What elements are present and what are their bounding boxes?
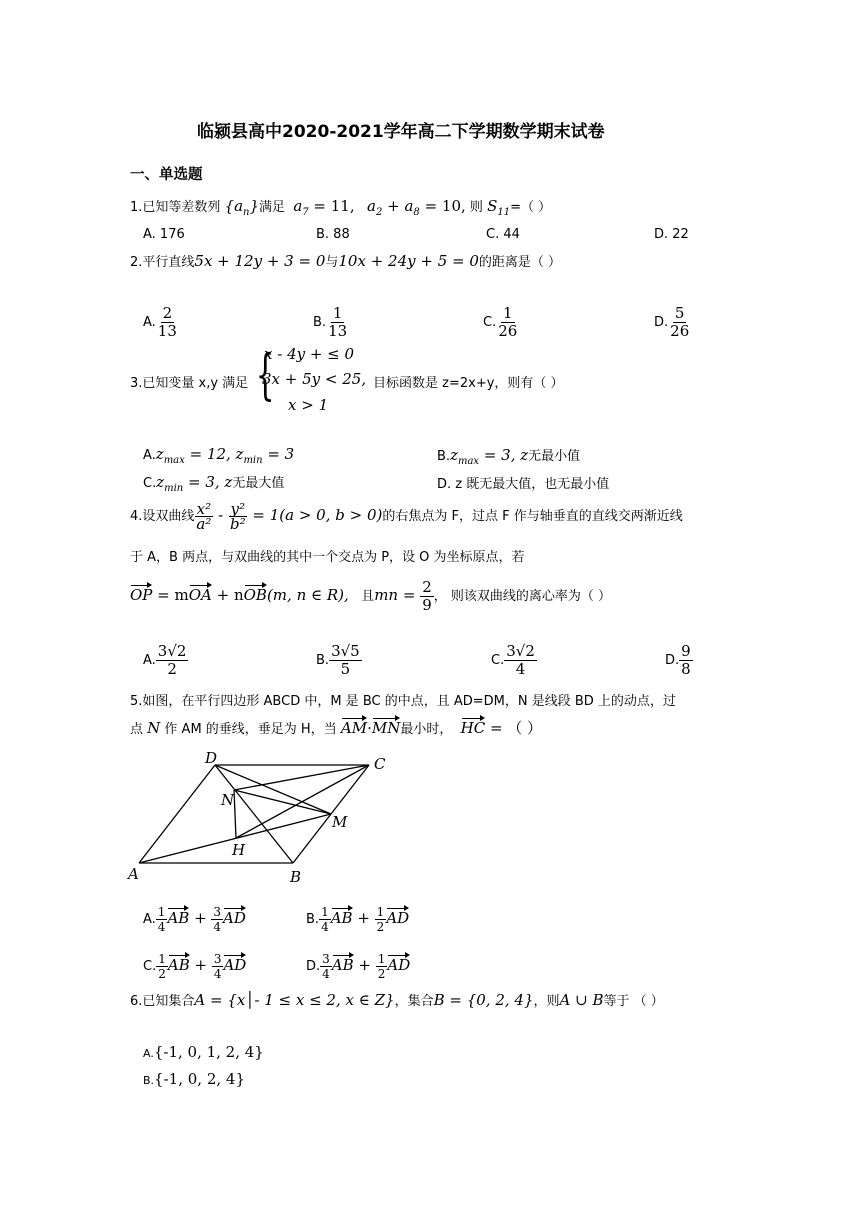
q6-union: A ∪ B	[559, 991, 604, 1009]
q1-cond-word: 满足	[259, 200, 286, 215]
q3-option-d[interactable]: D. z 既无最大值，也无最小值	[437, 477, 610, 492]
vector-ob: OB	[243, 586, 267, 604]
q3-option-b[interactable]: $B.z_{max} = 3$, z无最小值	[437, 446, 581, 467]
q2-line-2: 10x + 24y + 5 = 0	[338, 252, 479, 270]
q3-tail: 目标函数是 z=2x+y，则有（ ）	[373, 376, 564, 391]
q1-option-d[interactable]: D. 22	[654, 227, 689, 242]
q3-system-brace: {	[255, 343, 275, 406]
vector-mn: MN	[371, 719, 401, 737]
q3-system-row-1: x - 4y + ≤ 0	[264, 345, 355, 363]
vector-oa: OA	[188, 586, 212, 604]
q2-yu: 与	[325, 255, 339, 270]
q1-condition-2: $a_2 + a_8 = 10$,	[367, 197, 466, 218]
q2-option-c[interactable]: C. $\frac{1}{26}$	[483, 304, 518, 340]
q3-system-row-2: 3x + 5y < 25,	[262, 370, 367, 388]
q2-option-c-fraction: $\frac{1}{26}$	[498, 304, 518, 340]
vector-op: OP	[130, 586, 153, 604]
q4-x-fraction: $\frac{\text{x²}}{\text{a²}}$	[196, 500, 212, 533]
q1-prefix: 1.已知等差数列	[130, 200, 221, 215]
q1-option-c[interactable]: C. 44	[486, 227, 520, 242]
q2-prefix: 2.平行直线	[130, 255, 195, 270]
q1-tail: =（ ）	[510, 200, 552, 215]
label-a: A	[128, 865, 139, 883]
vector-hc: HC	[460, 719, 486, 737]
section-heading: 一、单选题	[130, 167, 203, 183]
parallelogram-figure	[125, 748, 400, 888]
q4-y-fraction: $\frac{\text{y²}}{\text{b²}}$	[229, 500, 246, 533]
q2-line-1: 5x + 12y + 3 = 0	[194, 252, 326, 270]
q2-option-d[interactable]: D. $\frac{5}{26}$	[654, 304, 690, 340]
q5-option-c[interactable]: C. $\frac{1}{2}$ AB + $\frac{3}{4}$ AD	[143, 952, 247, 981]
segment-db	[215, 765, 293, 863]
segment-nh	[234, 790, 236, 838]
q4-mn-fraction: $\frac{2}{9}$	[422, 578, 432, 614]
q2-option-a[interactable]: A. $\frac{2}{13}$	[143, 304, 177, 340]
q1-condition-1: $a_7 = 11$,	[293, 197, 355, 218]
segment-hc	[236, 765, 369, 838]
question-4-line-3: OP = mOA + nOB(m, n ∈ R), 且mn = $\frac{2}{9}$ ， 则该双曲线的离心率为（ ）	[130, 578, 612, 614]
question-1	[130, 196, 551, 218]
q2-option-a-fraction: $\frac{2}{13}$	[157, 304, 177, 340]
q4-option-b[interactable]: B. $\frac{3√5}{5}$	[316, 642, 360, 678]
q5-option-b[interactable]: B. $\frac{1}{4}$ AB + $\frac{1}{2}$ AD	[306, 905, 410, 934]
q5-option-a[interactable]: A. $\frac{1}{4}$ AB + $\frac{3}{4}$ AD	[143, 905, 246, 934]
label-n: N	[221, 791, 235, 809]
label-h: H	[232, 841, 246, 859]
q3-option-c[interactable]: $C.z_{min} = 3$, z无最大值	[143, 473, 285, 494]
edge-ad	[139, 765, 215, 863]
label-d: D	[205, 749, 218, 767]
q2-option-b[interactable]: B. $\frac{1}{13}$	[313, 304, 348, 340]
q6-option-a[interactable]: A.{-1, 0, 1, 2, 4}	[143, 1043, 264, 1061]
q3-system-row-3: x > 1	[288, 396, 329, 414]
q1-option-a[interactable]: A. 176	[143, 227, 185, 242]
q6-option-b[interactable]: B.{-1, 0, 2, 4}	[143, 1070, 245, 1088]
question-2	[130, 251, 561, 270]
q4-option-c[interactable]: C. $\frac{3√2}{4}$	[491, 642, 535, 678]
question-4-line-1: 4.设双曲线 $\frac{\text{x²}}{\text{a²}}$ - $\frac{\text{y²}}{\text{b²}}$ = 1(a > 0, b > 0)的右焦点为 F，过点 F 作与轴垂直的直线交两渐近线	[130, 500, 683, 533]
vector-am: AM	[340, 719, 368, 737]
q5-option-d[interactable]: D. $\frac{3}{4}$ AB + $\frac{1}{2}$ AD	[306, 952, 411, 981]
question-5-line-2: 点 N 作 AM 的垂线，垂足为 H，当 AM·MN最小时， HC = （ ）	[130, 719, 543, 737]
label-m: M	[332, 813, 348, 831]
question-5-line-1: 5.如图，在平行四边形 ABCD 中，M 是 BC 的中点，且 AD=DM，N 是线段 BD 上的动点，过	[130, 694, 676, 709]
label-c: C	[374, 755, 386, 773]
q1-sequence: $\{a_n\}$	[224, 197, 260, 218]
question-6: 6.已知集合A = {x│- 1 ≤ x ≤ 2, x ∈ Z}，集合B = {0, 2, 4}，则A ∪ B等于 （ ）	[130, 991, 664, 1009]
q1-sum: $S_{11}$	[487, 197, 511, 218]
page-title: 临颍县高中2020-2021学年高二下学期数学期末试卷	[197, 122, 605, 142]
q1-ze: 则	[469, 200, 483, 215]
segment-nc	[234, 765, 369, 790]
q4-option-a[interactable]: A. $\frac{3√2}{2}$	[143, 642, 187, 678]
q2-tail: 的距离是（ ）	[478, 255, 562, 270]
q3-option-a[interactable]: $A.z_{max} = 12$, $z_{min} = 3$	[143, 445, 295, 466]
q3-prefix: 3.已知变量 x,y 满足	[130, 376, 249, 391]
q6-set-a: A = {x│- 1 ≤ x ≤ 2, x ∈ Z}	[194, 991, 395, 1009]
q2-option-b-fraction: $\frac{1}{13}$	[328, 304, 348, 340]
question-4-line-2: 于 A，B 两点，与双曲线的其中一个交点为 P，设 O 为坐标原点，若	[130, 550, 525, 565]
label-b: B	[290, 868, 302, 886]
q2-option-d-fraction: $\frac{5}{26}$	[670, 304, 690, 340]
q6-set-b: B = {0, 2, 4}	[433, 991, 534, 1009]
q4-option-d[interactable]: D. $\frac{9}{8}$	[665, 642, 691, 678]
q1-option-b[interactable]: B. 88	[316, 227, 350, 242]
